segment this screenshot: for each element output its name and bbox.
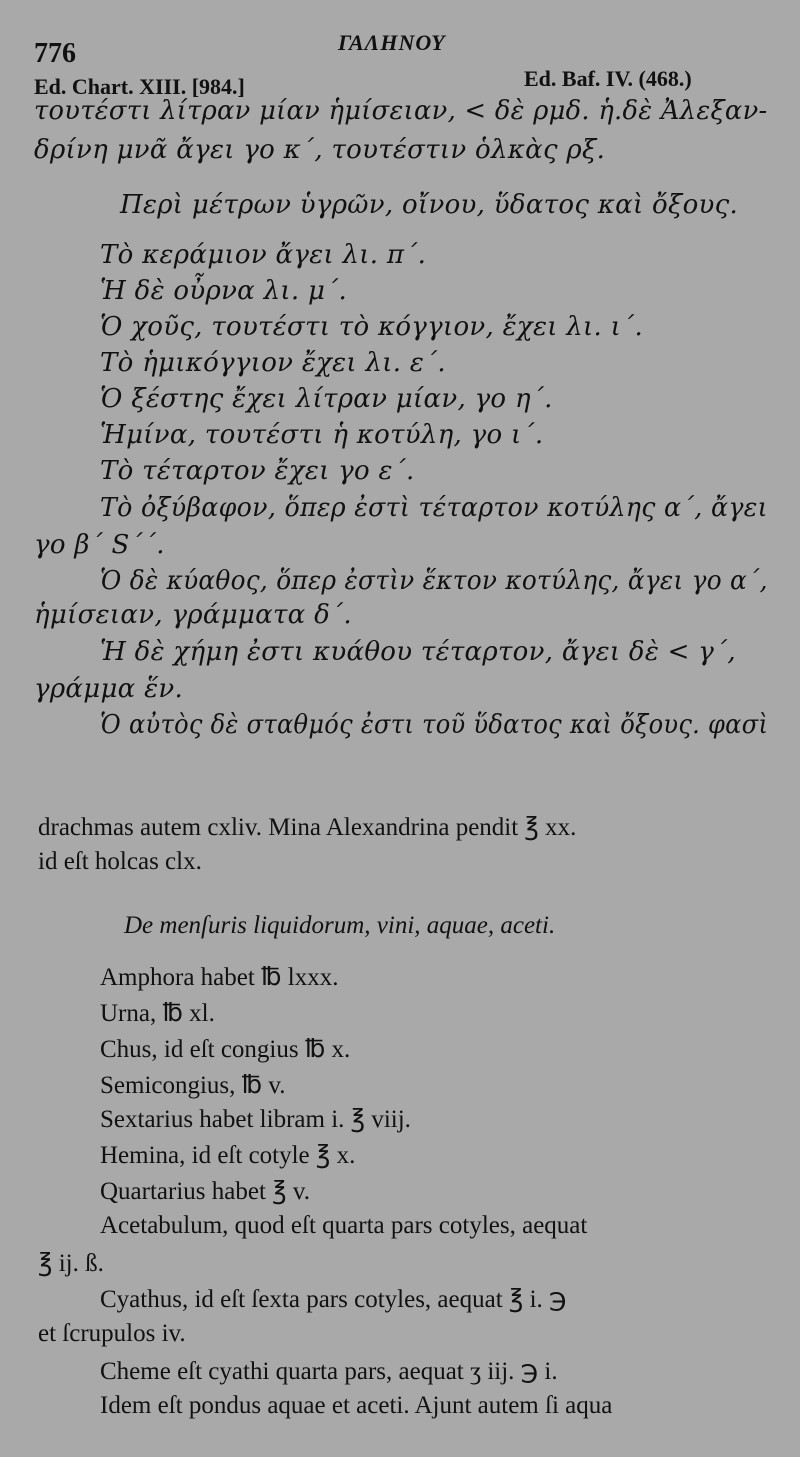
greek-line: Ἡ δὲ οὖρνα λι. μ΄. [100,276,348,306]
greek-line: Τὸ ἡμικόγγιον ἔχει λι. ε΄. [100,348,446,378]
greek-line: Ὁ χοῦς, τουτέστι τὸ κόγγιον, ἔχει λι. ι΄. [100,312,644,342]
greek-line: Ἡμίνα, τουτέστι ἡ κοτύλη, γο ι΄. [100,420,544,450]
greek-line: Ὁ ξέστης ἔχει λίτραν μίαν, γο η΄. [100,384,553,414]
greek-section-title: Περὶ μέτρων ὑγρῶν, οἴνου, ὕδατος καὶ ὄξους. [120,190,739,220]
latin-line: Acetabulum, quod eſt quarta pars cotyles, aequat [100,1212,588,1239]
latin-line: Cyathus, id eſt ſexta pars cotyles, aequat ℥ i. ℈ [100,1286,567,1313]
latin-line: Cheme eſt cyathi quarta pars, aequat ʒ iij. ℈ i. [100,1358,558,1385]
latin-line: Sextarius habet libram i. ℥ viij. [100,1106,411,1133]
greek-line: Τὸ ὀξύβαφον, ὅπερ ἐστὶ τέταρτον κοτύλης α΄, ἄγει [100,493,768,523]
latin-line: id eſt holcas clx. [38,848,202,875]
greek-line: Τὸ τέταρτον ἔχει γο ε΄. [100,456,415,486]
running-title: ΓΑΛΗΝΟΥ [338,30,446,55]
latin-line: Idem eſt pondus aquae et aceti. Ajunt autem ſi aqua [100,1392,613,1419]
greek-line: τουτέστι λίτραν μίαν ἡμίσειαν, < δὲ ρμδ. ἡ.δὲ Ἀλεξαν- [34,96,768,126]
greek-line: γο β΄ S΄΄. [34,530,165,560]
latin-line: et ſcrupulos iv. [38,1320,186,1347]
page-number: 776 [34,38,76,69]
greek-line: ἡμίσειαν, γράμματα δ΄. [34,600,352,630]
latin-line: Urna, ℔ xl. [100,1000,215,1027]
greek-line: Ὁ αὐτὸς δὲ σταθμός ἐστι τοῦ ὕδατος καὶ ὄξους. φασὶ [100,710,769,740]
latin-line: Hemina, id eſt cotyle ℥ x. [100,1142,356,1169]
latin-line: ℥ ij. ß. [38,1250,104,1277]
latin-line: Chus, id eſt congius ℔ x. [100,1036,351,1063]
latin-line: drachmas autem cxliv. Mina Alexandrina pendit ℥ xx. [38,814,577,841]
greek-line: Ὁ δὲ κύαθος, ὅπερ ἐστὶν ἕκτον κοτύλης, ἄγει γο α΄, [100,566,768,596]
greek-line: Τὸ κεράμιον ἄγει λι. π΄. [100,240,427,270]
latin-line: Semicongius, ℔ v. [100,1072,286,1099]
greek-line: δρίνη μνᾶ ἄγει γο κ΄, τουτέστιν ὁλκὰς ρξ. [34,135,606,165]
greek-line: Ἡ δὲ χήμη ἐστι κυάθου τέταρτον, ἄγει δὲ < γ΄, [100,637,737,667]
latin-line: Quartarius habet ℥ v. [100,1178,310,1205]
greek-line: γράμμα ἕν. [34,674,184,704]
latin-line: Amphora habet ℔ lxxx. [100,964,339,991]
latin-section-title: De menſuris liquidorum, vini, aquae, aceti. [124,912,556,939]
edition-chart: Ed. Chart. XIII. [984.] [34,74,245,99]
edition-bas: Ed. Baf. IV. (468.) [524,66,692,91]
